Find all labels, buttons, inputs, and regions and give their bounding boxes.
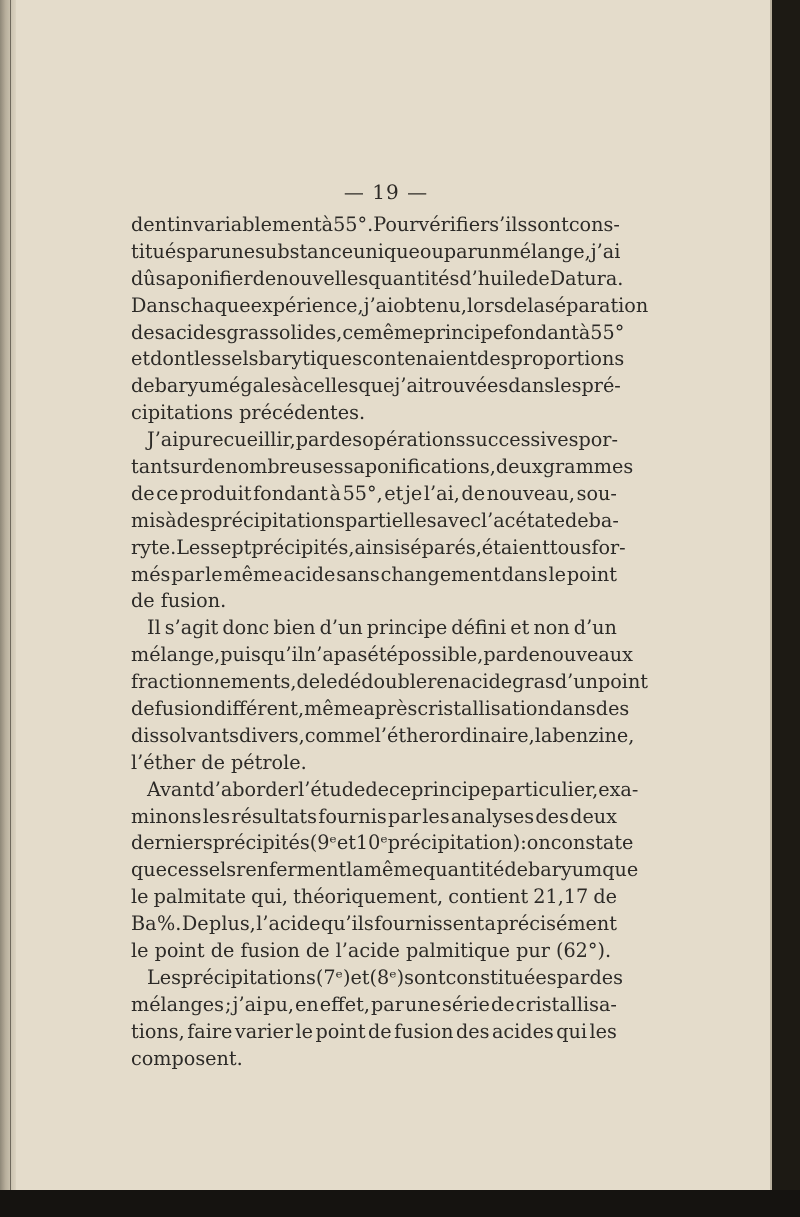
scan-margin-right (772, 0, 800, 1190)
text-line: que ces sels renferment la même quantité de baryum que (131, 858, 639, 882)
text-line: le palmitate qui, théoriquement, contient 21,17 de (131, 885, 617, 909)
text-line: de baryum égales à celles que j’ai trouvées dans les pré- (131, 374, 621, 398)
text-line: Il s’agit donc bien d’un principe défini et non d’un (147, 616, 617, 640)
text-line: Avant d’aborder l’étude de ce principe particulier, exa- (147, 777, 639, 801)
page-number: — 19 — (343, 180, 429, 204)
paragraph (131, 777, 639, 965)
text-line: mis à des précipitations partielles avec l’acétate de ba- (131, 508, 619, 532)
text-line: dissolvants divers, comme l’éther ordinaire, la benzine, (131, 723, 635, 747)
text-line: le point de fusion de l’acide palmitique pur (62°). (131, 939, 612, 963)
page-gutter-shadow (0, 0, 16, 1190)
text-line: ryte. Les sept précipités, ainsi séparés, étaient tous for- (131, 535, 626, 559)
text-line: mélange, puisqu’il n’a pas été possible, par de nouveaux (131, 643, 633, 667)
text-line: et dont les sels barytiques contenaient des proportions (131, 347, 625, 371)
text-line: des acides gras solides, ce même principe fondant à 55° (131, 320, 625, 344)
text-line: més par le même acide sans changement dans le point (131, 562, 617, 586)
text-line: tions, faire varier le point de fusion des acides qui les (131, 1019, 617, 1043)
text-line: dû saponifier de nouvelles quantités d’huile de Datura. (131, 266, 624, 290)
text-line: J’ai pu recueillir, par des opérations successives por- (147, 428, 618, 452)
text-line: minons les résultats fournis par les analyses des deux (131, 804, 617, 828)
scan-margin-bottom (0, 1190, 800, 1217)
text-line: fractionnements, de le dédoubler en acide gras d’un point (131, 670, 649, 694)
text-line: cipitations précédentes. (131, 401, 366, 425)
paragraph (131, 965, 623, 1073)
text-line: de fusion. (131, 589, 227, 613)
text-line: de ce produit fondant à 55°, et je l’ai, de nouveau, sou- (131, 481, 617, 505)
text-line: Les précipitations (7ᵉ) et (8ᵉ) sont constituées par des (147, 965, 623, 989)
text-line: Ba %. De plus, l’acide qu’ils fournissent a précisément (131, 912, 617, 936)
text-line: tant sur de nombreuses saponifications, deux grammes (131, 455, 634, 479)
text-line: de fusion différent, même après cristallisation dans des (131, 697, 630, 721)
paragraph (131, 212, 649, 427)
body-text (131, 212, 649, 1073)
text-line: titués par une substance unique ou par un mélange, j’ai (131, 239, 621, 263)
text-line: Dans chaque expérience, j’ai obtenu, lors de la séparation (131, 293, 649, 317)
text-line: dent invariablement à 55°. Pour vérifier s’ils sont cons- (131, 213, 620, 236)
text-line: mélanges ; j’ai pu, en effet, par une série de cristallisa- (131, 992, 617, 1016)
text-line: derniers précipités (9ᵉ et 10ᵉ précipitation): on constate (131, 831, 634, 855)
text-line: l’éther de pétrole. (131, 750, 307, 774)
text-line: composent. (131, 1046, 243, 1070)
page-fold-line (10, 0, 11, 1190)
paragraph (131, 615, 649, 776)
paragraph (131, 427, 634, 615)
